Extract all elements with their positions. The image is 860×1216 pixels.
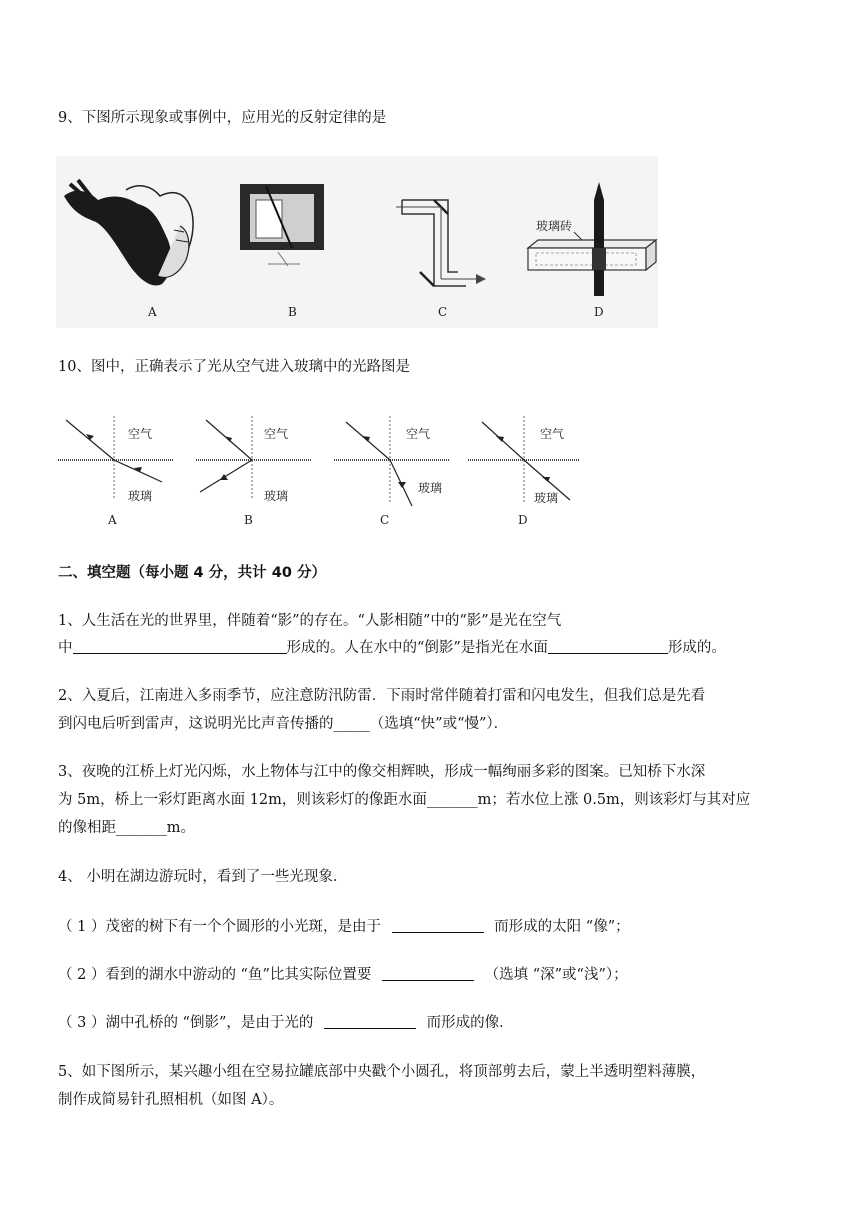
q10-label-c: C [380, 513, 390, 527]
f4-sub3-a: （ 3 ）湖中孔桥的 “倒影”，是由于光的 [58, 1015, 314, 1031]
q9-figure [56, 156, 658, 328]
q9-label-b: B [288, 305, 297, 319]
q10-air-b: 空气 [264, 427, 289, 441]
ray-diagram-b [196, 416, 312, 527]
f1-text-b: 中 [58, 640, 73, 656]
f1-text-d: 形成的。 [667, 640, 726, 656]
f4-sub2-a: （ 2 ）看到的湖水中游动的 “鱼”比其实际位置要 [58, 967, 372, 983]
f4-blank-1[interactable] [392, 918, 484, 933]
f1-line1: 1、人生活在光的世界里，伴随着“影”的存在。“人影相随”中的“影”是光在空气 [58, 613, 562, 629]
f4-blank-3[interactable] [324, 1014, 416, 1029]
q10-label-a: A [108, 513, 117, 527]
q10-glass-d: 玻璃 [534, 491, 559, 505]
f4-sub2 [58, 963, 798, 987]
q10-glass-a: 玻璃 [128, 489, 153, 503]
f4-sub1-b: 而形成的太阳 “像”； [494, 919, 630, 935]
q10-text: 10、图中，正确表示了光从空气进入玻璃中的光路图是 [58, 359, 410, 375]
f1-text-c: 形成的。人在水中的“倒影”是指光在水面 [286, 640, 548, 656]
f4-sub3 [58, 1011, 798, 1035]
q10-air-c: 空气 [406, 427, 431, 441]
ray-diagram-c [334, 416, 450, 527]
q10-label-b: B [244, 513, 253, 527]
f4-sub2-b: （选填 “深”或“浅”）； [484, 967, 628, 983]
f3-line2: 为 5m，桥上一彩灯距离水面 12m，则该彩灯的像距水面_______m；若水位上涨 0.5m，则该彩灯与其对应 [58, 792, 751, 808]
f1-blank-2[interactable] [548, 639, 668, 654]
f1-line2 [58, 636, 798, 660]
f4-sub3-b: 而形成的像． [426, 1015, 514, 1031]
q9-label-c: C [438, 305, 448, 319]
f2-line1: 2、入夏后，江南进入多雨季节，应注意防汛防雷．下雨时常伴随着打雷和闪电发生，但我们总是先看 [58, 688, 706, 704]
ray-diagram-d [468, 416, 580, 527]
q9-glass-label: 玻璃砖 [536, 219, 573, 233]
q9-label-a: A [148, 305, 157, 319]
f4-sub1 [58, 915, 798, 939]
q10-glass-b: 玻璃 [264, 489, 289, 503]
f4-blank-2[interactable] [382, 966, 474, 981]
section-title: 二、填空题（每小题 4 分，共计 40 分） [58, 565, 326, 581]
q9-text: 9、下图所示现象或事例中，应用光的反射定律的是 [58, 110, 387, 126]
q10-air-d: 空气 [540, 427, 565, 441]
f1-blank-1[interactable] [73, 639, 287, 654]
f3-line3: 的像相距_______m。 [58, 820, 195, 836]
f3-line1: 3、夜晚的江桥上灯光闪烁，水上物体与江中的像交相辉映，形成一幅绚丽多彩的图案。已知桥下水深 [58, 764, 706, 780]
f4-intro: 4、 小明在湖边游玩时，看到了一些光现象． [58, 869, 348, 885]
f5-line2: 制作成简易针孔照相机（如图 A）。 [58, 1092, 284, 1108]
f5-line1: 5、如下图所示，某兴趣小组在空易拉罐底部中央戳个小圆孔，将顶部剪去后，蒙上半透明塑料薄膜， [58, 1064, 706, 1080]
q9-label-d: D [594, 305, 604, 319]
q10-glass-c: 玻璃 [418, 481, 443, 495]
ray-diagram-a [58, 416, 174, 527]
q10-air-a: 空气 [128, 427, 153, 441]
f2-line2: 到闪电后听到雷声，这说明光比声音传播的_____（选填“快”或“慢”）． [58, 716, 509, 732]
f4-sub1-a: （ 1 ）茂密的树下有一个个圆形的小光斑，是由于 [58, 919, 381, 935]
q10-figure [56, 412, 586, 530]
q10-label-d: D [518, 513, 528, 527]
